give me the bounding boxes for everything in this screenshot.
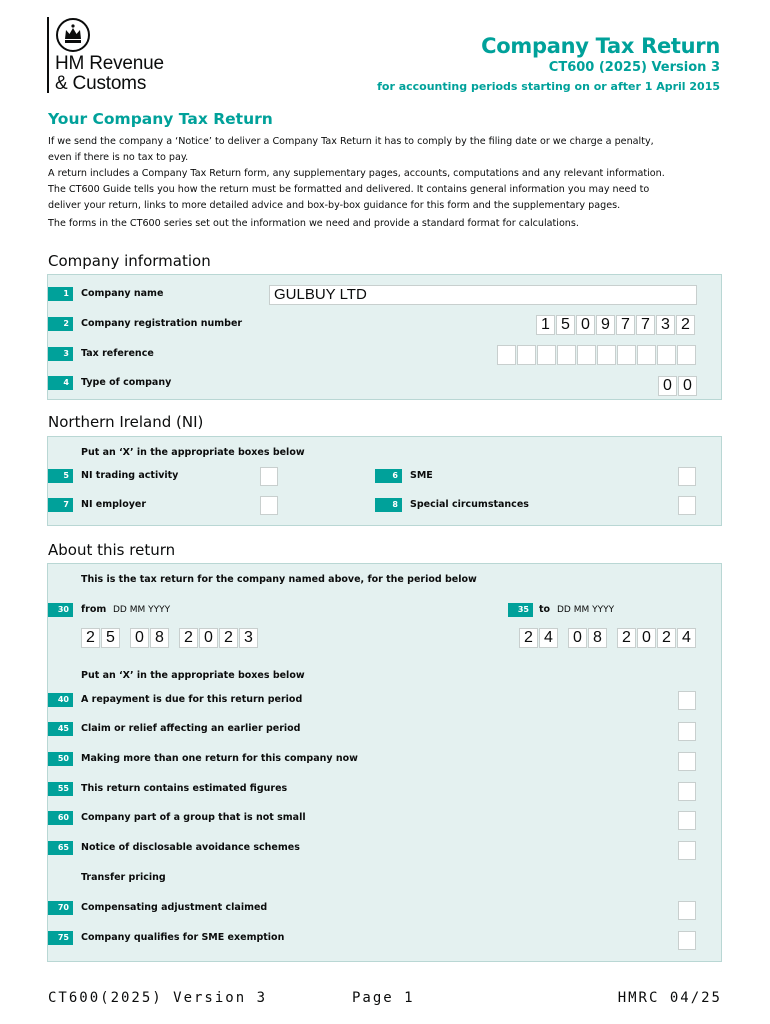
digit-cell[interactable] [497, 345, 516, 365]
ni-panel [47, 436, 722, 526]
intro-paragraph: deliver your return, links to more detailed advice and box-by-box guidance for this form and the supplementary pages. [48, 200, 621, 211]
date-cell[interactable]: 4 [539, 628, 558, 648]
date-cell[interactable]: 8 [588, 628, 607, 648]
digit-cell[interactable]: 0 [678, 376, 697, 396]
group-company-label: Company part of a group that is not small [81, 812, 306, 823]
logo-divider [47, 17, 49, 93]
special-circumstances-checkbox[interactable] [678, 496, 696, 515]
org-name-line1: HM Revenue [55, 53, 164, 74]
form-applicability: for accounting periods starting on or after 1 April 2015 [377, 80, 720, 93]
date-cell[interactable]: 0 [637, 628, 656, 648]
date-cell[interactable]: 2 [219, 628, 238, 648]
box-number: 50 [48, 752, 73, 766]
digit-cell[interactable]: 3 [656, 315, 675, 335]
box-number: 65 [48, 841, 73, 855]
digit-cell[interactable] [597, 345, 616, 365]
digit-cell[interactable]: 7 [616, 315, 635, 335]
company-type-label: Type of company [81, 377, 172, 388]
ni-employer-label: NI employer [81, 499, 147, 510]
box-number: 8 [375, 498, 402, 512]
intro-paragraph: A return includes a Company Tax Return form, any supplementary pages, accounts, computations and any relevant information. [48, 168, 665, 179]
intro-text [48, 134, 665, 232]
tax-reference-field[interactable] [497, 345, 696, 365]
estimated-figures-label: This return contains estimated figures [81, 783, 288, 794]
avoidance-schemes-label: Notice of disclosable avoidance schemes [81, 842, 300, 853]
date-format-hint: DD MM YYYY [557, 605, 615, 615]
sme-exemption-label: Company qualifies for SME exemption [81, 932, 285, 943]
box-number: 35 [508, 603, 533, 617]
compensating-adjustment-label: Compensating adjustment claimed [81, 902, 268, 913]
period-from-label: from [81, 604, 107, 615]
date-cell[interactable]: 2 [617, 628, 636, 648]
tax-reference-label: Tax reference [81, 348, 154, 359]
estimated-figures-checkbox[interactable] [678, 782, 696, 801]
box-number: 70 [48, 901, 73, 915]
ni-employer-checkbox[interactable] [260, 496, 278, 515]
box-number: 2 [48, 317, 73, 331]
digit-cell[interactable] [677, 345, 696, 365]
company-registration-field[interactable] [536, 315, 695, 335]
period-to-label: to [539, 604, 551, 615]
ni-heading: Northern Ireland (NI) [48, 413, 204, 431]
date-cell[interactable]: 8 [150, 628, 169, 648]
company-info-heading: Company information [48, 252, 211, 270]
box-number: 75 [48, 931, 73, 945]
ni-trading-label: NI trading activity [81, 470, 179, 481]
special-circumstances-label: Special circumstances [410, 499, 529, 510]
repayment-label: A repayment is due for this return period [81, 694, 303, 705]
earlier-period-claim-checkbox[interactable] [678, 722, 696, 741]
date-format-hint: DD MM YYYY [113, 605, 171, 615]
multiple-returns-label: Making more than one return for this company now [81, 753, 358, 764]
company-name-label: Company name [81, 288, 164, 299]
date-cell[interactable]: 0 [130, 628, 149, 648]
digit-cell[interactable]: 2 [676, 315, 695, 335]
box-number: 40 [48, 693, 73, 707]
compensating-adjustment-checkbox[interactable] [678, 901, 696, 920]
digit-cell[interactable] [657, 345, 676, 365]
digit-cell[interactable]: 0 [658, 376, 677, 396]
date-cell[interactable]: 5 [101, 628, 120, 648]
box-number: 45 [48, 722, 73, 736]
box-number: 4 [48, 376, 73, 390]
avoidance-schemes-checkbox[interactable] [678, 841, 696, 860]
footer-revision: HMRC 04/25 [617, 990, 722, 1006]
intro-paragraph: even if there is no tax to pay. [48, 152, 189, 163]
repayment-checkbox[interactable] [678, 691, 696, 710]
digit-cell[interactable]: 1 [536, 315, 555, 335]
box-number: 1 [48, 287, 73, 301]
digit-cell[interactable] [537, 345, 556, 365]
box-number: 3 [48, 347, 73, 361]
digit-cell[interactable]: 9 [596, 315, 615, 335]
box-number: 30 [48, 603, 73, 617]
earlier-period-claim-label: Claim or relief affecting an earlier period [81, 723, 301, 734]
sme-exemption-checkbox[interactable] [678, 931, 696, 950]
form-title: Company Tax Return [481, 34, 720, 58]
digit-cell[interactable] [577, 345, 596, 365]
ni-instruction: Put an ‘X’ in the appropriate boxes below [81, 447, 305, 458]
date-cell[interactable]: 4 [677, 628, 696, 648]
multiple-returns-checkbox[interactable] [678, 752, 696, 771]
intro-paragraph: If we send the company a ‘Notice’ to deliver a Company Tax Return it has to comply by the filing date or we charge a penalty, [48, 136, 654, 147]
about-panel [47, 563, 722, 962]
date-cell[interactable]: 0 [199, 628, 218, 648]
digit-cell[interactable] [517, 345, 536, 365]
box-number: 6 [375, 469, 402, 483]
period-instruction: This is the tax return for the company named above, for the period below [81, 574, 477, 585]
footer-form-id: CT600(2025) Version 3 [48, 990, 268, 1006]
digit-cell[interactable]: 5 [556, 315, 575, 335]
intro-heading: Your Company Tax Return [48, 110, 273, 128]
return-instruction: Put an ‘X’ in the appropriate boxes below [81, 670, 305, 681]
period-to-date[interactable] [519, 628, 696, 648]
date-cell[interactable]: 3 [239, 628, 258, 648]
date-cell[interactable]: 2 [81, 628, 100, 648]
sme-checkbox[interactable] [678, 467, 696, 486]
footer-page-number: Page 1 [352, 990, 415, 1006]
box-number: 60 [48, 811, 73, 825]
royal-crest-icon [55, 17, 91, 53]
about-heading: About this return [48, 541, 176, 559]
company-type-field[interactable] [658, 376, 697, 396]
date-cell[interactable]: 2 [179, 628, 198, 648]
group-company-checkbox[interactable] [678, 811, 696, 830]
date-cell[interactable]: 0 [568, 628, 587, 648]
intro-paragraph: The forms in the CT600 series set out the information we need and provide a standard format for calculations. [48, 218, 579, 229]
digit-cell[interactable] [617, 345, 636, 365]
sme-label: SME [410, 470, 433, 481]
transfer-pricing-heading: Transfer pricing [81, 872, 166, 883]
digit-cell[interactable] [557, 345, 576, 365]
digit-cell[interactable]: 0 [576, 315, 595, 335]
digit-cell[interactable]: 7 [636, 315, 655, 335]
ni-trading-checkbox[interactable] [260, 467, 278, 486]
box-number: 55 [48, 782, 73, 796]
form-version: CT600 (2025) Version 3 [548, 60, 720, 75]
company-name-field[interactable]: GULBUY LTD [269, 285, 697, 305]
company-info-panel [47, 274, 722, 400]
period-from-date[interactable] [81, 628, 258, 648]
box-number: 7 [48, 498, 73, 512]
org-name-line2: & Customs [55, 73, 147, 94]
box-number: 5 [48, 469, 73, 483]
company-registration-label: Company registration number [81, 318, 243, 329]
date-cell[interactable]: 2 [657, 628, 676, 648]
date-cell[interactable]: 2 [519, 628, 538, 648]
digit-cell[interactable] [637, 345, 656, 365]
intro-paragraph: The CT600 Guide tells you how the return must be formatted and delivered. It contains general information you may need to [48, 184, 650, 195]
